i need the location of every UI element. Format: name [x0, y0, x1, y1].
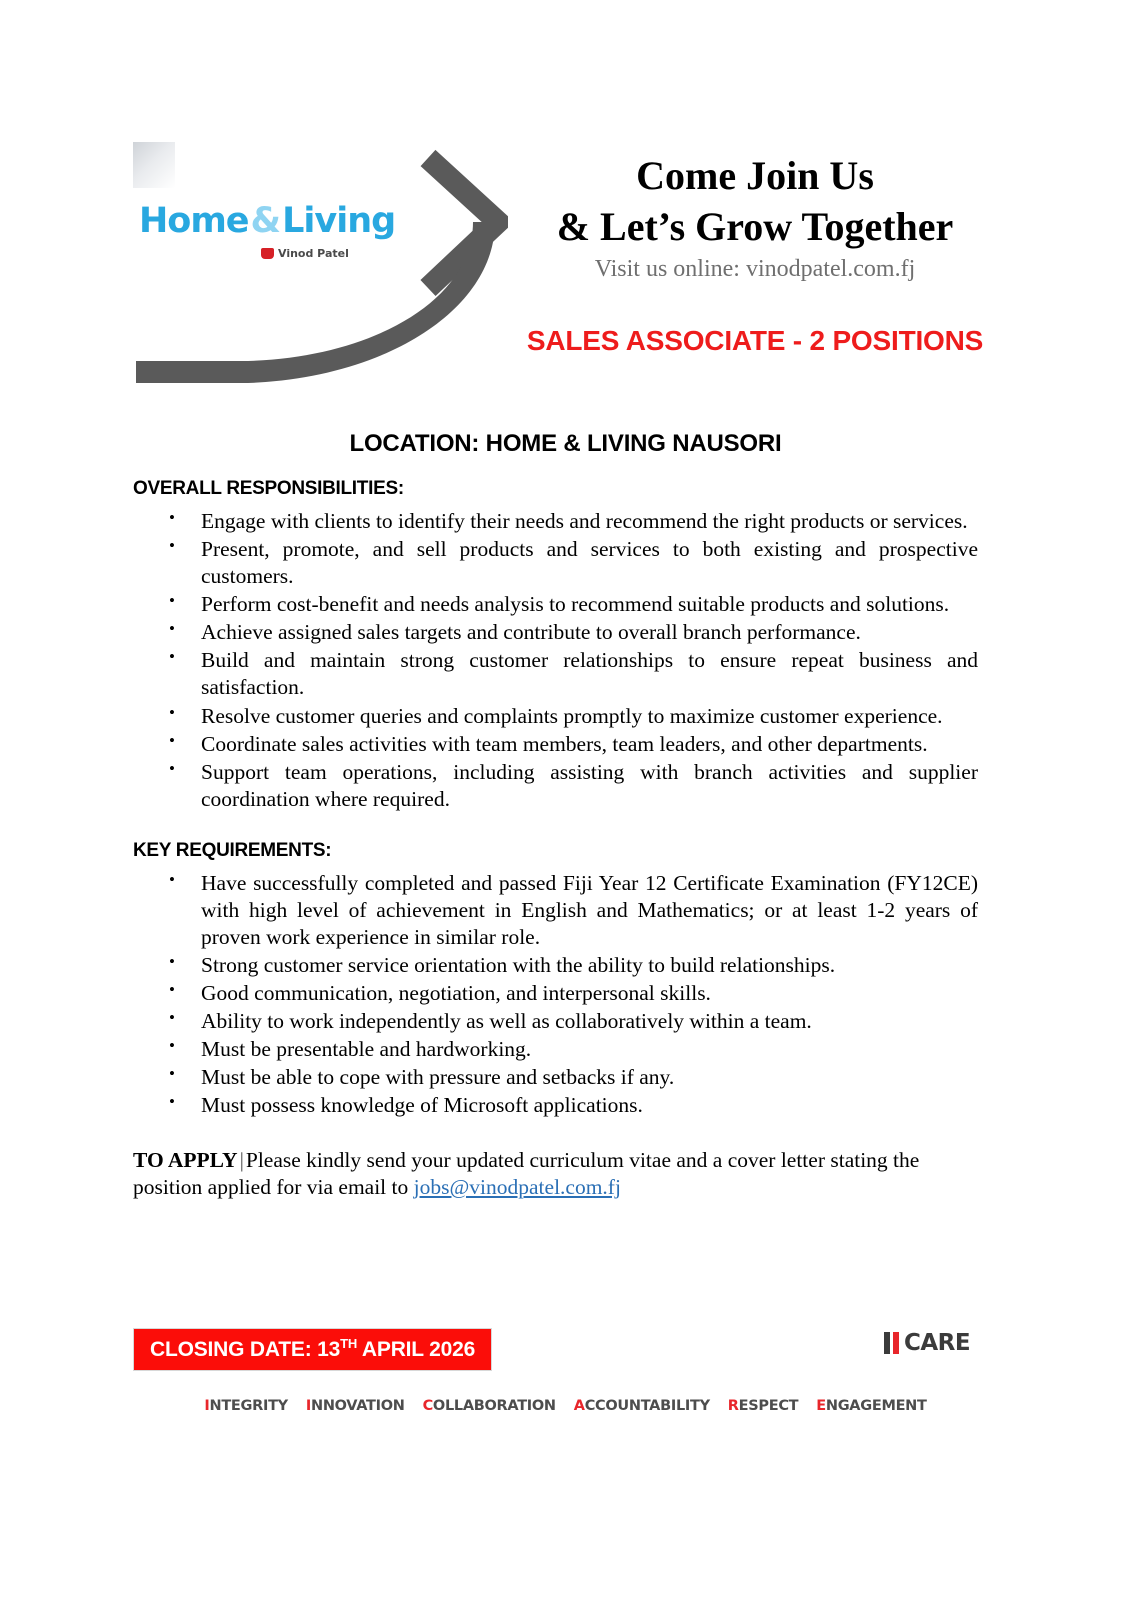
list-item: • Coordinate sales activities with team members, team leaders, and other departments.: [133, 731, 978, 758]
logo-word-ampersand: &: [250, 201, 281, 241]
icare-logo: [884, 1328, 970, 1358]
logo-sub-brand-text: Vinod Patel: [278, 247, 349, 260]
to-apply-text: Please kindly send your updated curriculum vitae and a cover letter stating the position applied for via email to: [133, 1147, 920, 1200]
closing-date-prefix: CLOSING DATE: 13: [150, 1338, 341, 1361]
section-spacer: [133, 1121, 978, 1147]
list-item: • Have successfully completed and passed Fiji Year 12 Certificate Examination (FY12CE) with high level of achievement in English and Mathematics; or at least 1-2 years of proven work experience in similar role.: [133, 870, 978, 951]
requirements-heading: KEY REQUIREMENTS:: [133, 839, 332, 861]
list-item: • Engage with clients to identify their needs and recommend the right products or services.: [133, 508, 978, 535]
core-value-rest: NTEGRITY: [209, 1398, 288, 1414]
icare-bar-dark-icon: [884, 1332, 890, 1354]
to-apply-label: TO APPLY: [133, 1147, 238, 1172]
core-value-word: [574, 1398, 710, 1414]
core-value-initial: R: [727, 1398, 739, 1414]
visit-website-text: Visit us online: vinodpatel.com.fj: [594, 256, 916, 283]
page-header: [0, 0, 1131, 410]
list-item: • Ability to work independently as well as collaboratively within a team.: [133, 1008, 978, 1035]
headline-line-1: Come Join Us: [636, 153, 874, 198]
closing-date-banner: [133, 1328, 492, 1371]
core-value-rest: OLLABORATION: [432, 1398, 556, 1414]
list-item: • Must possess knowledge of Microsoft applications.: [133, 1092, 978, 1119]
core-value-word: [816, 1398, 926, 1414]
list-item: • Perform cost-benefit and needs analysis to recommend suitable products and solutions.: [133, 591, 978, 618]
core-values-footer: [0, 1398, 1131, 1414]
apply-email-link[interactable]: jobs@vinodpatel.com.fj: [413, 1175, 621, 1200]
closing-date-suffix: APRIL 2026: [357, 1338, 476, 1361]
list-item: • Good communication, negotiation, and interpersonal skills.: [133, 980, 978, 1007]
requirements-list: [133, 870, 978, 1120]
core-value-rest: CCOUNTABILITY: [584, 1398, 710, 1414]
responsibilities-list: [133, 508, 978, 813]
vinod-patel-diamond-icon: [261, 248, 274, 259]
logo-sub-brand: [261, 246, 349, 260]
list-item: • Achieve assigned sales targets and contribute to overall branch performance.: [133, 619, 978, 646]
section-spacer: [133, 814, 978, 840]
header-text-block: [520, 150, 990, 357]
core-value-word: [204, 1398, 288, 1414]
closing-date-text: [150, 1336, 475, 1362]
to-apply-separator: |: [239, 1147, 244, 1172]
logo-corner-fold: [133, 142, 175, 188]
location-heading: LOCATION: HOME & LIVING NAUSORI: [349, 430, 782, 457]
icare-bar-red-icon: [893, 1332, 899, 1354]
logo-word-living: Living: [282, 201, 396, 241]
core-value-word: [423, 1398, 556, 1414]
logo-wordmark: [139, 201, 396, 241]
list-item: • Must be able to cope with pressure and setbacks if any.: [133, 1064, 978, 1091]
headline-line-2: & Let’s Grow Together: [556, 204, 954, 250]
core-value-initial: C: [422, 1398, 433, 1414]
core-value-rest: NGAGEMENT: [825, 1398, 927, 1414]
core-value-initial: I: [204, 1398, 210, 1414]
icare-word: CARE: [904, 1330, 971, 1356]
role-title: SALES ASSOCIATE - 2 POSITIONS: [526, 325, 984, 357]
core-value-initial: A: [573, 1398, 585, 1414]
core-value-word: [728, 1398, 799, 1414]
list-item: • Support team operations, including assisting with branch activities and supplier coordination where required.: [133, 759, 978, 813]
core-value-rest: ESPECT: [738, 1398, 799, 1414]
list-item: • Resolve customer queries and complaints promptly to maximize customer experience.: [133, 703, 978, 730]
list-item: • Build and maintain strong customer relationships to ensure repeat business and satisfaction.: [133, 647, 978, 701]
core-value-rest: NNOVATION: [310, 1398, 405, 1414]
home-and-living-logo: [133, 142, 396, 272]
list-item: • Must be presentable and hardworking.: [133, 1036, 978, 1063]
core-value-word: [306, 1398, 405, 1414]
list-item: • Strong customer service orientation with the ability to build relationships.: [133, 952, 978, 979]
list-item: • Present, promote, and sell products and services to both existing and prospective customers.: [133, 536, 978, 590]
responsibilities-heading: OVERALL RESPONSIBILITIES:: [133, 478, 404, 499]
core-value-initial: I: [305, 1398, 311, 1414]
core-value-initial: E: [816, 1398, 826, 1414]
how-to-apply-paragraph: [133, 1147, 978, 1202]
logo-word-home: Home: [139, 201, 249, 241]
closing-date-ordinal: TH: [340, 1336, 358, 1351]
main-content: [133, 478, 978, 1202]
